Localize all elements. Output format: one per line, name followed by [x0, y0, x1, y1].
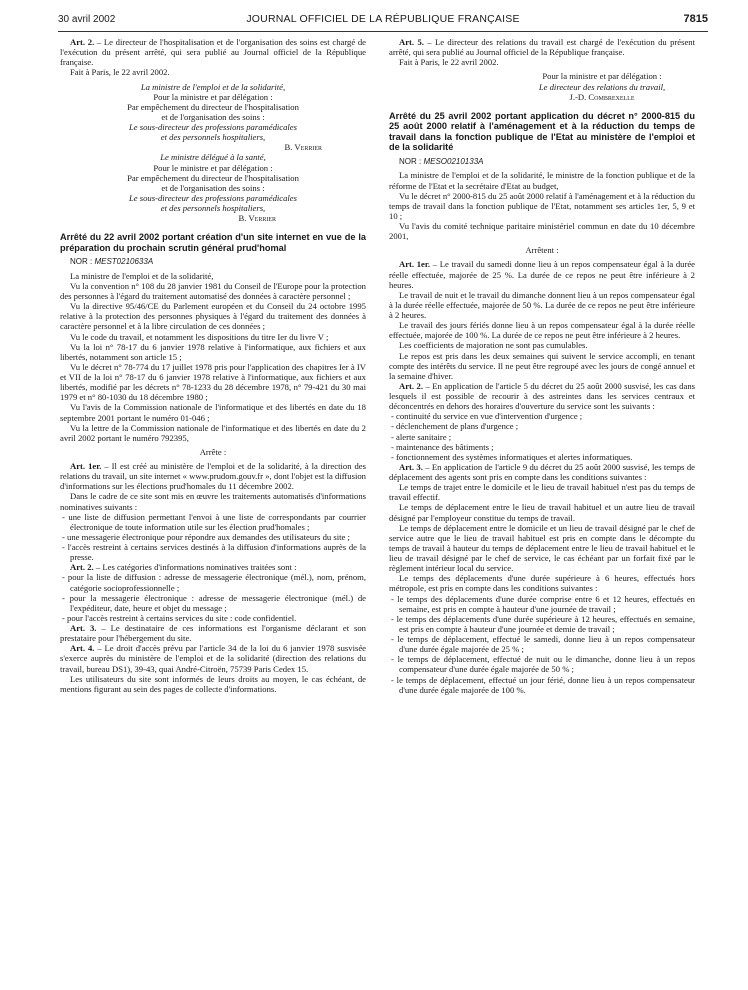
paragraph: Le temps des déplacements d'une durée supérieure à 6 heures, effectués hors métropole, est pris en compte dans les conditions suivantes :	[389, 573, 695, 594]
issue-date: 30 avril 2002	[58, 14, 116, 25]
list-item: - déclenchement de plans d'urgence ;	[391, 421, 519, 432]
list-item: - le temps de déplacement, effectué le samedi, donne lieu à un repos compensateur d'une durée égale majorée de 25 % ;	[391, 634, 695, 655]
article-3: Art. 3. – En application de l'article 9 du décret du 25 août 2000 susvisé, les temps de déplacement des agents sont pris en compte dans les conditions suivantes :	[389, 461, 695, 483]
signatory-name: B. Verrier	[284, 142, 322, 153]
visa: Vu le décret n° 78-774 du 17 juillet 1978 pris pour l'application des chapitres Ier à IV et VII de la loi n° 78-17 du 6 janvier 1978 relative à l'informatique, aux fichiers et aux libertés, modifié par les décrets n° 78-1233 du 28 décembre 1978, n° 79-421 du 30 mai 1979 et n° 80-1030 du 18 décembre 1980 ;	[60, 361, 366, 403]
list-item: - l'accès restreint à certains services destinés à la diffusion d'informations auprès de la presse.	[62, 542, 366, 563]
list-item: - le temps de déplacement, effectué de nuit ou le dimanche, donne lieu à un repos compensateur d'une durée égale majorée de 50 % ;	[391, 654, 695, 675]
visa: Vu l'avis de la Commission nationale de l'informatique et des libertés en date du 18 septembre 2001 portant le numéro 01-046 ;	[60, 402, 366, 423]
list-item: - pour la messagerie électronique : adresse de messagerie électronique (mél.) de l'expéditeur, date, heure et objet du message ;	[62, 592, 366, 613]
paragraph: Le temps de déplacement entre le domicile et un lieu de travail désigné par le chef de service autre que le lieu de travail habituel est pris en compte dans le décompte du temps de travail à hauteur du temps de déplacement entre le lieu de travail habituel et le lieu de travail désigné par le chef de service, le cas échéant par un forfait fixé par le règlement intérieur local du service.	[389, 522, 695, 574]
paragraph: Le temps de trajet entre le domicile et le lieu de travail habituel n'est pas du temps de travail effectif.	[389, 482, 695, 503]
visa: Vu l'avis du comité technique paritaire ministériel commun en date du 10 décembre 2001,	[389, 221, 695, 242]
list-item: - maintenance des bâtiments ;	[391, 441, 494, 452]
paragraph: Le travail de nuit et le travail du dimanche donnent lieu à un repos compensateur égal à la durée réelle effectuée, majorée de 50 %. La durée de ce repos ne peut être inférieure à 2 heures.	[389, 289, 695, 321]
paragraph: Dans le cadre de ce site sont mis en œuvre les traitements automatisés d'informations nominatives suivants :	[60, 491, 366, 512]
nor-reference: NOR : MESO0210133A	[399, 157, 484, 167]
signature-block-2: Le ministre délégué à la santé, Pour le ministre et par délégation : Par empêchement du directeur de l'hospitalisation et de l'organisation des soins : Le sous-directeur des professions paramédicales et des personnels hospitaliers, B. Verrier	[60, 152, 366, 223]
left-column	[60, 37, 366, 694]
article-4: Art. 4. – Le droit d'accès prévu par l'article 34 de la loi du 6 janvier 1978 susvisée s'exerce auprès du ministère de l'emploi et de la solidarité (direction des relations du travail, bureau DS1), 39-43, quai André-Citroën, 75739 Paris Cedex 15.	[60, 643, 367, 674]
visa: Vu le code du travail, et notamment les dispositions du titre Ier du livre V ;	[70, 331, 329, 342]
intro: La ministre de l'emploi et de la solidarité, le ministre de la fonction publique et de la réforme de l'Etat et la secrétaire d'Etat au budget,	[389, 170, 695, 191]
right-column	[389, 37, 695, 695]
article-2b: Art. 2. – Les catégories d'informations nominatives traitées sont :	[70, 562, 297, 573]
paragraph: Le travail des jours fériés donne lieu à un repos compensateur égal à la durée réelle effectuée, majorée de 100 %. La durée de ce repos ne peut être inférieure à 2 heures.	[389, 320, 695, 341]
article-5: Art. 5. – Le directeur des relations du travail est chargé de l'exécution du présent arrêté, qui sera publié au Journal officiel de la République française.	[389, 37, 695, 58]
list-item: - continuité du service en vue d'intervention d'urgence ;	[391, 411, 583, 422]
page-number: 7815	[683, 13, 708, 25]
list-item: - une messagerie électronique pour répondre aux demandes des utilisateurs du site ;	[62, 531, 350, 542]
signatory-name: B. Verrier	[238, 213, 276, 224]
paragraph: Le repos est pris dans les deux semaines qui suivent le service accompli, en tenant compte des intérêts du service. Il ne peut être regroupé avec les jours de congé annuel et la semaine d'hiver.	[389, 350, 695, 381]
list-item: - alerte sanitaire ;	[391, 431, 452, 442]
nor-reference: NOR : MESТ0210633A	[70, 257, 154, 267]
paragraph: Les utilisateurs du site sont informés de leurs droits au moyen, le cas échéant, de mentions figurant au sein des pages de collecte d'informations.	[60, 673, 366, 694]
visa: Vu la directive 95/46/CE du Parlement européen et du Conseil du 24 octobre 1995 relative à la protection des personnes physiques à l'égard du traitement des données à caractère personnel et à la libre circulation de ces données ;	[60, 301, 366, 332]
header-rule	[58, 31, 708, 32]
signature-date: Fait à Paris, le 22 avril 2002.	[399, 57, 499, 68]
page-header	[58, 12, 708, 28]
arrete-heading: Arrête :	[199, 446, 227, 457]
arretent-heading: Arrêtent :	[525, 245, 559, 256]
paragraph: Les coefficients de majoration ne sont pas cumulables.	[399, 340, 588, 351]
list-item: - une liste de diffusion permettant l'envoi à une liste de correspondants par courrier électronique de toute information utile sur les élection prud'homales ;	[62, 511, 366, 532]
visa: Vu le décret n° 2000-815 du 25 août 2000 relatif à l'aménagement et à la réduction du temps de travail dans la fonction publique de l'Etat, notamment ses articles 1er, 5, 9 et 10 ;	[389, 190, 695, 221]
visa: Vu la lettre de la Commission nationale de l'informatique et des libertés en date du 2 avril 2002 portant le numéro 792395,	[60, 422, 366, 443]
signature-block-1: La ministre de l'emploi et de la solidarité, Pour la ministre et par délégation : Par empêchement du directeur de l'hospitalisation et de l'organisation des soins : Le sous-directeur des professions paramédicales et des personnels hospitaliers, B. Verrier	[60, 82, 366, 153]
list-item: - le temps des déplacements d'une durée supérieure à 12 heures, effectués en semaine, est pris en compte à hauteur d'une journée et demie de travail ;	[391, 613, 695, 634]
list-item: - le temps de déplacement, effectué un jour férié, donne lieu à un repos compensateur d'une durée égale majorée de 100 %.	[391, 674, 695, 695]
article-3: Art. 3. – Le destinataire de ces informations est l'organisme déclarant et son prestataire pour l'hébergement du site.	[60, 623, 366, 644]
article-2: Art. 2. – Le directeur de l'hospitalisation et de l'organisation des soins est chargé de l'exécution du présent arrêté, qui sera publié au Journal officiel de la République française.	[60, 37, 366, 68]
visa: Vu la loi n° 78-17 du 6 janvier 1978 relative à l'informatique, aux fichiers et aux libertés, notamment son article 15 ;	[60, 341, 366, 362]
decree-title: Arrêté du 22 avril 2002 portant création d'un site internet en vue de la préparation du prochain scrutin général prud'homal	[60, 232, 366, 253]
article-2: Art. 2. – En application de l'article 5 du décret du 25 août 2000 susvisé, les cas dans lesquels il est possible de recourir à des astreintes dans les services centraux et déconcentrés en dehors des horaires d'ouverture du service sont les suivants :	[389, 380, 695, 412]
signature-date: Fait à Paris, le 22 avril 2002.	[70, 67, 170, 78]
visa: Vu la convention n° 108 du 28 janvier 1981 du Conseil de l'Europe pour la protection des personnes à l'égard du traitement automatisé des données à caractère personnel ;	[60, 280, 366, 302]
decree-title: Arrêté du 25 avril 2002 portant application du décret n° 2000-815 du 25 août 2000 relatif à l'aménagement et à la réduction du temps de travail dans la fonction publique de l'Etat au ministère de l'emploi et de la solidarité	[389, 110, 695, 153]
list-item: - fonctionnement des systèmes informatiques et alertes informatiques.	[391, 451, 633, 462]
article-1: Art. 1er. – Il est créé au ministère de l'emploi et de la solidarité, à la direction des relations du travail, un site internet « www.prudom.gouv.fr », dont l'objet est la diffusion d'informations sur les élections prud'homales du 11 décembre 2002.	[60, 461, 366, 492]
intro: La ministre de l'emploi et de la solidarité,	[70, 270, 214, 281]
list-item: - le temps des déplacements d'une durée comprise entre 6 et 12 heures, effectués en semaine, est pris en compte à hauteur d'une journée de travail ;	[391, 593, 695, 614]
journal-title: JOURNAL OFFICIEL DE LA RÉPUBLIQUE FRANÇAISE	[246, 13, 520, 25]
signatory-name: J.-D. Combrexelle	[569, 91, 635, 102]
signature-block: Pour la ministre et par délégation : Le directeur des relations du travail, J.-D. Combrexelle	[389, 71, 695, 101]
paragraph: Le temps de déplacement entre le lieu de travail habituel et un autre lieu de travail désigné par l'employeur constitue du temps de travail.	[389, 502, 695, 523]
article-1: Art. 1er. – Le travail du samedi donne lieu à un repos compensateur égal à la durée réelle effectuée, majorée de 25 %. La durée de ce repos ne peut être inférieure à 2 heures.	[389, 259, 696, 290]
list-item: - pour la liste de diffusion : adresse de messagerie électronique (mél.), nom, prénom, catégorie socioprofessionnelle ;	[62, 572, 366, 593]
list-item: - pour l'accès restreint à certains services du site : code confidentiel.	[62, 612, 297, 623]
